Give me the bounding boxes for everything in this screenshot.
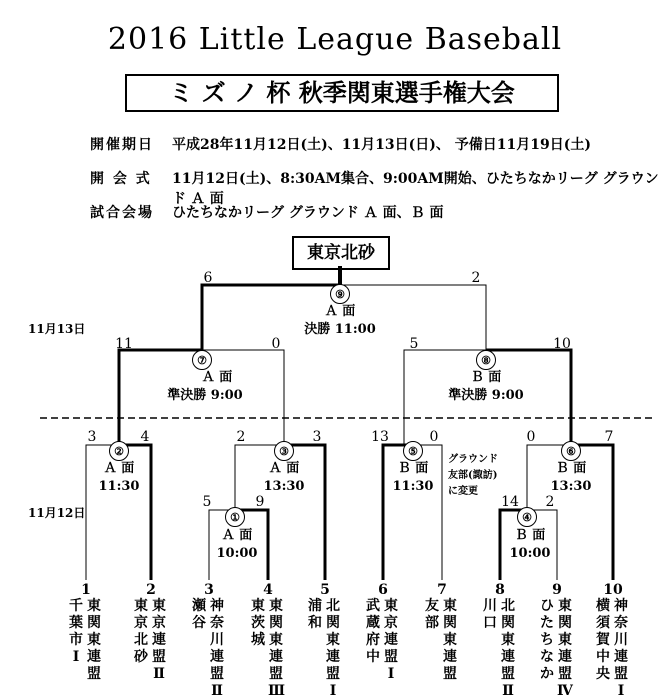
match-7-field: Ａ 面 xyxy=(201,370,233,385)
score-final-right: 2 xyxy=(471,270,481,286)
match-2-time: 11:30 xyxy=(98,479,140,494)
match-number-3: ③ xyxy=(274,441,294,461)
team-name: 瀬谷 xyxy=(192,598,206,631)
team-number: 9 xyxy=(552,582,562,598)
match-3-field: Ａ 面 xyxy=(268,461,300,476)
team-number: 5 xyxy=(320,582,330,598)
score-m6-left: 0 xyxy=(526,429,536,445)
tournament-name: ミ ズ ノ 杯 秋季関東選手権大会 xyxy=(125,74,559,112)
score-m2-left: 3 xyxy=(87,429,97,445)
score-sf7-right: 0 xyxy=(271,336,281,352)
match-number-2: ② xyxy=(109,441,129,461)
score-m2-right: 4 xyxy=(140,429,150,445)
team-league: 東関東連盟 xyxy=(87,598,101,682)
team-name: 川口 xyxy=(483,598,497,631)
team-league: 神奈川連盟Ⅰ xyxy=(614,598,628,699)
score-m5-right: 0 xyxy=(429,429,439,445)
match-7-time: 準決勝 9:00 xyxy=(167,388,243,403)
match-5-time: 11:30 xyxy=(392,479,434,494)
team-number: 4 xyxy=(263,582,273,598)
match-4-time: 10:00 xyxy=(509,546,551,561)
team-name: ひたちなか xyxy=(540,598,554,682)
team-number: 1 xyxy=(81,582,91,598)
team-number: 3 xyxy=(204,582,214,598)
team-name: 武蔵府中 xyxy=(366,598,380,665)
team-league: 北関東連盟Ⅰ xyxy=(326,598,340,699)
match-number-1: ① xyxy=(225,507,245,527)
score-final-left: 6 xyxy=(203,270,213,286)
score-m3-right: 3 xyxy=(312,429,322,445)
score-m4-left: 14 xyxy=(501,494,519,510)
team-name: 東京北砂 xyxy=(134,598,148,665)
match-number-6: ⑥ xyxy=(561,441,581,461)
match-2-field: Ａ 面 xyxy=(103,461,135,476)
team-league: 東京連盟Ⅰ xyxy=(384,598,398,682)
match-8-field: Ｂ 面 xyxy=(470,370,502,385)
team-number: 8 xyxy=(495,582,505,598)
match-4-field: Ｂ 面 xyxy=(514,528,546,543)
score-m4-right: 2 xyxy=(545,494,555,510)
team-league: 東関東連盟Ⅳ xyxy=(557,598,573,699)
date-label-day1: 11月12日 xyxy=(28,506,86,520)
match-9-time: 決勝 11:00 xyxy=(304,322,376,337)
venue-change-note-1: グラウンド xyxy=(448,454,498,465)
score-sf8-right: 10 xyxy=(553,336,571,352)
match-3-time: 13:30 xyxy=(263,479,305,494)
champion-box: 東京北砂 xyxy=(292,236,390,270)
info-label-ceremony: 開 会 式 xyxy=(90,171,152,187)
match-number-9: ⑨ xyxy=(330,284,350,304)
team-name: 横須賀中央 xyxy=(596,598,610,682)
info-label-dates: 開催期日 xyxy=(90,137,154,153)
match-9-field: Ａ 面 xyxy=(324,304,356,319)
team-league: 東関東連盟Ⅲ xyxy=(268,598,286,699)
match-number-7: ⑦ xyxy=(192,350,212,370)
team-name: 東茨城 xyxy=(251,598,265,648)
match-number-4: ④ xyxy=(517,507,537,527)
team-name: 友部 xyxy=(425,598,439,631)
team-name: 浦和 xyxy=(308,598,322,631)
team-number: 6 xyxy=(378,582,388,598)
team-number: 2 xyxy=(146,582,156,598)
venue-change-note-3: に変更 xyxy=(448,486,478,497)
score-sf7-left: 11 xyxy=(115,336,133,352)
info-label-venue: 試合会場 xyxy=(90,205,154,221)
venue-change-note-2: 友部(諏訪) xyxy=(448,470,498,481)
match-number-5: ⑤ xyxy=(403,441,423,461)
team-league: 北関東連盟Ⅱ xyxy=(501,598,515,699)
info-value-venue: ひたちなかリーグ グラウンド Ａ 面、Ｂ 面 xyxy=(172,205,444,221)
match-6-field: Ｂ 面 xyxy=(555,461,587,476)
page-title: 2016 Little League Baseball xyxy=(107,22,563,57)
match-6-time: 13:30 xyxy=(550,479,592,494)
score-m6-right: 7 xyxy=(604,429,614,445)
match-5-field: Ｂ 面 xyxy=(397,461,429,476)
match-1-time: 10:00 xyxy=(216,546,258,561)
team-league: 東関東連盟 xyxy=(443,598,457,682)
match-1-field: Ａ 面 xyxy=(221,528,253,543)
score-m3-left: 2 xyxy=(236,429,246,445)
team-league: 東京連盟Ⅱ xyxy=(152,598,166,682)
score-m1-right: 9 xyxy=(255,494,265,510)
match-number-8: ⑧ xyxy=(476,350,496,370)
team-name: 千葉市Ⅰ xyxy=(69,598,83,665)
info-value-ceremony: 11月12日(土)、8:30AM集合、9:00AM開始、ひたちなかリーグ グラウンド Ａ 面 xyxy=(172,171,659,207)
info-value-dates: 平成28年11月12日(土)、11月13日(日)、 予備日11月19日(土) xyxy=(172,137,591,153)
score-m5-left: 13 xyxy=(371,429,389,445)
match-8-time: 準決勝 9:00 xyxy=(448,388,524,403)
date-label-day2: 11月13日 xyxy=(28,322,86,336)
team-number: 7 xyxy=(437,582,447,598)
score-sf8-left: 5 xyxy=(409,336,419,352)
team-league: 神奈川連盟Ⅱ xyxy=(210,598,224,699)
score-m1-left: 5 xyxy=(202,494,212,510)
team-number: 10 xyxy=(603,582,623,598)
